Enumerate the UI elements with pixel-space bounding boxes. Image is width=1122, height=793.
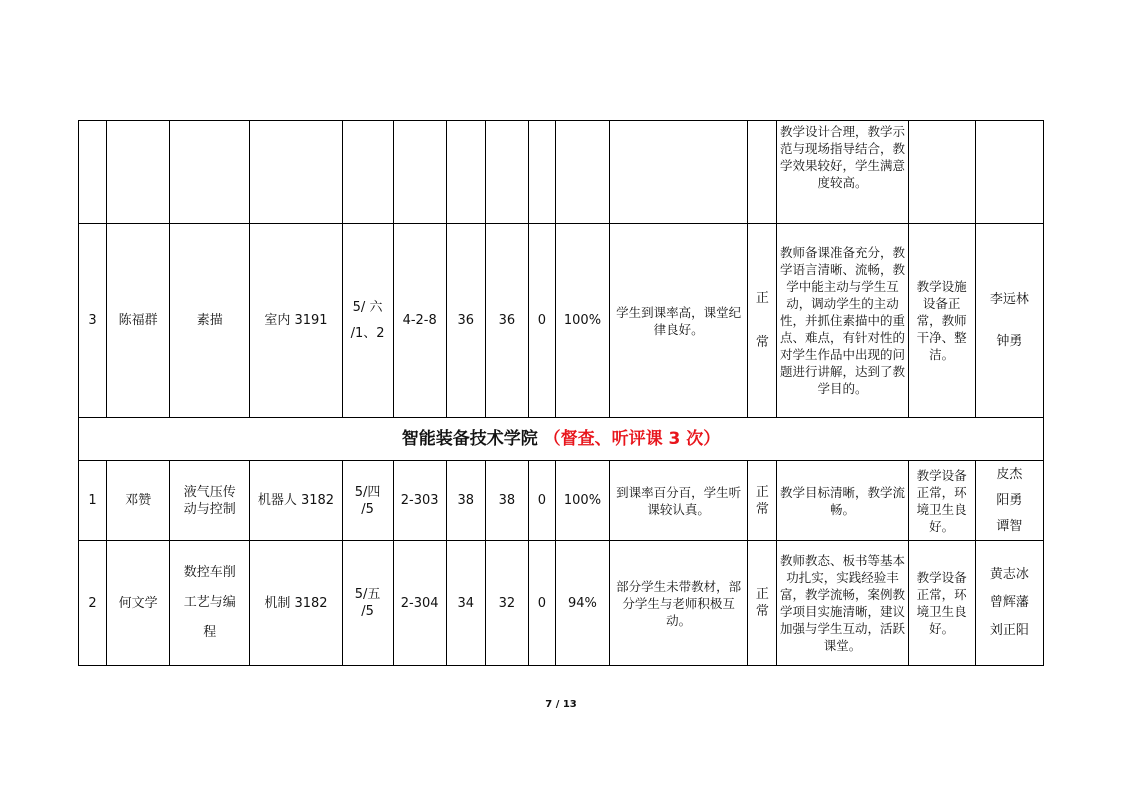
course-line: 程 [203, 625, 217, 640]
cell-course [170, 541, 250, 666]
cell-attendance-note: 部分学生未带教材，部分学生与老师积极互动。 [610, 541, 748, 666]
cell-environment: 教学设备正常，环境卫生良好。 [908, 541, 975, 666]
status-char: 常 [755, 334, 769, 350]
time-line: 5/ 六 [352, 299, 383, 315]
cell-course [170, 121, 250, 224]
cell-rate: 100% [555, 461, 609, 541]
inspector-name: 阳勇 [996, 492, 1023, 508]
cell-class: 机制 3182 [250, 541, 342, 666]
status-char: 正 [755, 587, 769, 602]
cell-environment: 教学设备正常，环境卫生良好。 [908, 461, 975, 541]
cell-evaluation: 教学目标清晰，教学流畅。 [777, 461, 908, 541]
cell-evaluation: 教师备课准备充分，教学语言清晰、流畅，教学中能主动与学生互动，调动学生的主动性，并抓住素描中的重点、难点，有针对性的对学生作品中出现的问题进行讲解，达到了教学目的。 [777, 224, 908, 418]
cell-present: 32 [485, 541, 528, 666]
cell-enrolled: 36 [446, 224, 485, 418]
cell-room: 2-303 [393, 461, 446, 541]
cell-room: 2-304 [393, 541, 446, 666]
cell-time [342, 224, 393, 418]
section-row [79, 418, 1044, 461]
section-title: 智能装备技术学院 [401, 428, 538, 449]
table-row [79, 224, 1044, 418]
time-line: /5 [361, 604, 374, 619]
course-line: 数控车削 [183, 565, 236, 580]
cell-room: 4-2-8 [393, 224, 446, 418]
cell-teacher: 何文学 [107, 541, 170, 666]
cell-teacher: 陈福群 [107, 224, 170, 418]
cell-status [748, 541, 777, 666]
cell-status [748, 121, 777, 224]
cell-inspectors [975, 461, 1043, 541]
cell-time [342, 461, 393, 541]
cell-absent: 0 [528, 541, 555, 666]
inspector-name: 钟勇 [996, 333, 1023, 349]
cell-enrolled: 34 [446, 541, 485, 666]
cell-present: 36 [485, 224, 528, 418]
cell-rate: 94% [555, 541, 609, 666]
cell-course: 素描 [170, 224, 250, 418]
section-note: （督查、听评课 3 次） [543, 428, 721, 449]
cell-environment [908, 121, 975, 224]
cell-class: 室内 3191 [250, 224, 342, 418]
status-char: 正 [755, 484, 769, 500]
status-char: 常 [755, 604, 769, 619]
time-line: 5/五 [354, 587, 381, 602]
cell-class: 机器人 3182 [250, 461, 342, 541]
cell-status [748, 224, 777, 418]
table-row [79, 461, 1044, 541]
status-char: 常 [755, 501, 769, 517]
inspector-name: 曾辉藩 [989, 595, 1029, 610]
inspector-name: 谭智 [996, 518, 1023, 534]
cell-teacher: 邓赞 [107, 461, 170, 541]
time-line: /5 [361, 501, 374, 517]
cell-environment: 教学设施设备正常，教师干净、整洁。 [908, 224, 975, 418]
cell-evaluation: 教学设计合理，教学示范与现场指导结合，教学效果较好，学生满意度较高。 [777, 121, 908, 224]
table-row [79, 541, 1044, 666]
page-number: 7 / 13 [545, 699, 577, 710]
cell-inspectors [975, 224, 1043, 418]
course-line: 工艺与编 [183, 595, 236, 610]
cell-present [485, 121, 528, 224]
cell-present: 38 [485, 461, 528, 541]
cell-time [342, 121, 393, 224]
cell-inspectors [975, 541, 1043, 666]
table-row [79, 121, 1044, 224]
inspection-table [78, 120, 1044, 666]
cell-index: 1 [79, 461, 107, 541]
inspector-name: 皮杰 [996, 466, 1023, 482]
cell-time [342, 541, 393, 666]
time-line: /1、2 [350, 325, 385, 341]
inspector-name: 李远林 [989, 291, 1029, 307]
cell-absent: 0 [528, 461, 555, 541]
cell-room [393, 121, 446, 224]
status-char: 正 [755, 290, 769, 306]
cell-teacher [107, 121, 170, 224]
cell-index: 3 [79, 224, 107, 418]
cell-enrolled: 38 [446, 461, 485, 541]
cell-attendance-note [610, 121, 748, 224]
cell-absent: 0 [528, 224, 555, 418]
section-header [79, 418, 1044, 461]
cell-course: 液气压传动与控制 [170, 461, 250, 541]
cell-index [79, 121, 107, 224]
cell-inspectors [975, 121, 1043, 224]
cell-enrolled [446, 121, 485, 224]
cell-rate [555, 121, 609, 224]
cell-index: 2 [79, 541, 107, 666]
cell-status [748, 461, 777, 541]
cell-rate: 100% [555, 224, 609, 418]
inspector-name: 刘正阳 [989, 623, 1029, 638]
cell-evaluation: 教师教态、板书等基本功扎实，实践经验丰富，教学流畅，案例教学项目实施清晰，建议加强与学生互动，活跃课堂。 [777, 541, 908, 666]
time-line: 5/四 [354, 484, 381, 500]
cell-attendance-note: 学生到课率高，课堂纪律良好。 [610, 224, 748, 418]
cell-absent [528, 121, 555, 224]
cell-attendance-note: 到课率百分百，学生听课较认真。 [610, 461, 748, 541]
inspector-name: 黄志冰 [989, 567, 1029, 582]
cell-class [250, 121, 342, 224]
